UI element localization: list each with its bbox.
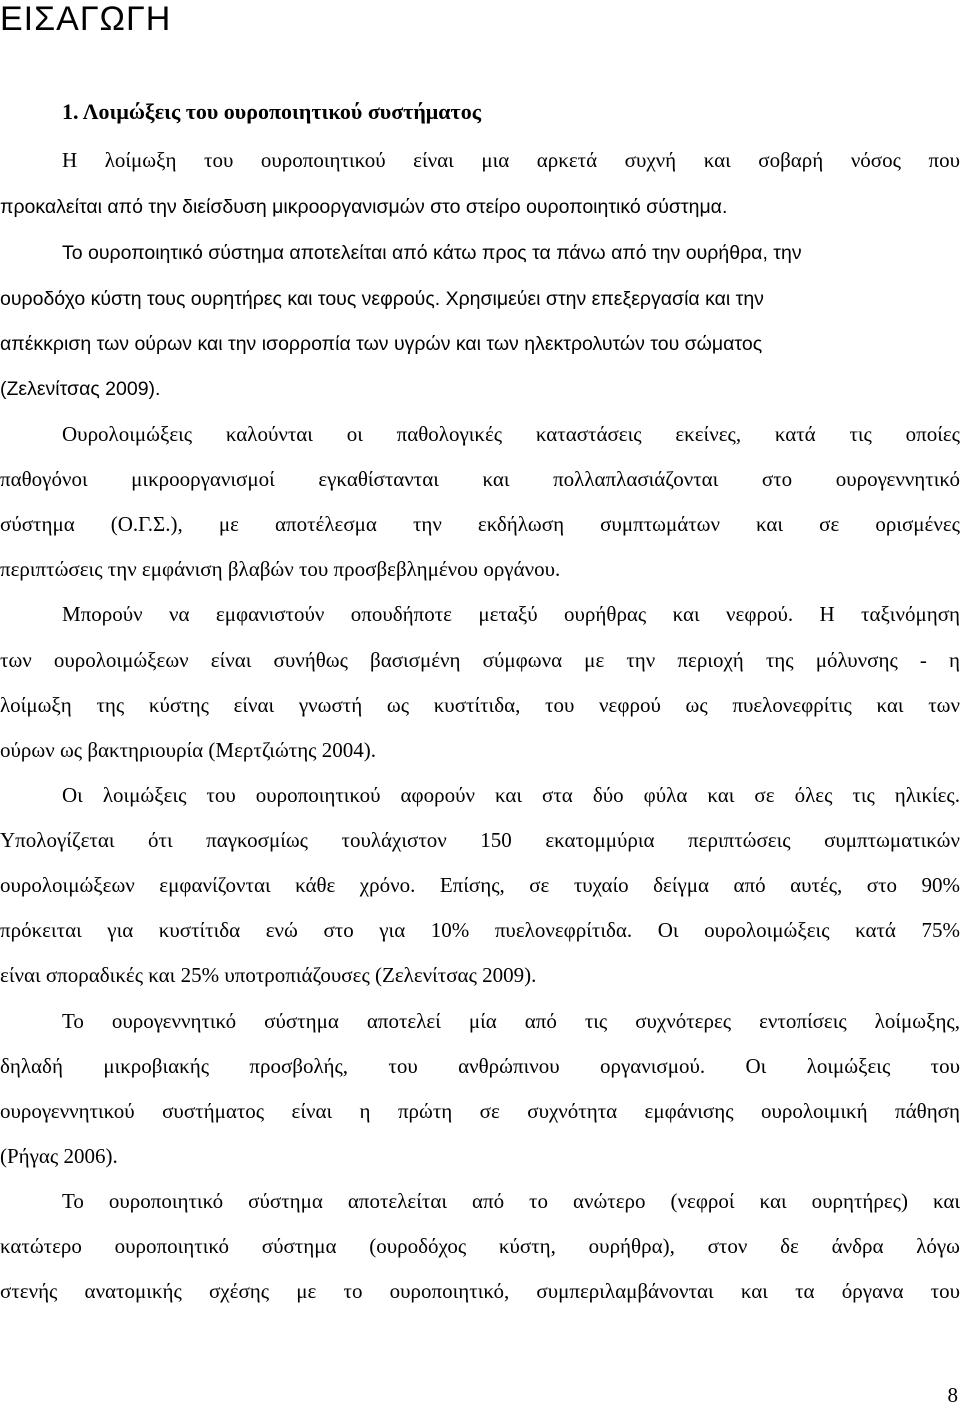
text-line: λοίμωξη της κύστης είναι γνωστή ως κυστίτιδα, του νεφρού ως πυελονεφρίτις και των [0,693,960,717]
text-line: παθογόνοι μικροοργανισμοί εγκαθίστανται και πολλαπλασιάζονται στο ουρογεννητικό [0,467,960,491]
text-line: των ουρολοιμώξεων είναι συνήθως βασισμένη σύμφωνα με την περιοχή της μόλυνσης - η [0,648,960,672]
text-line: Οι λοιμώξεις του ουροποιητικού αφορούν και στα δύο φύλα και σε όλες τις ηλικίες. [62,783,960,807]
text-line: στενής ανατομικής σχέσης με το ουροποιητικό, συμπεριλαμβάνονται και τα όργανα του [0,1279,960,1303]
text-line: (Ρήγας 2006). [0,1144,118,1168]
chapter-heading: ΕΙΣΑΓΩΓΗ [0,0,172,38]
text-line: ουροδόχο κύστη τους ουρητήρες και τους νεφρούς. Χρησιμεύει στην επεξεργασία και την [0,288,764,310]
text-line: περιπτώσεις την εμφάνιση βλαβών του προσβεβλημένου οργάνου. [0,557,561,581]
section-title: 1. Λοιμώξεις του ουροποιητικού συστήματος [62,99,481,124]
text-line: Το ουροποιητικό σύστημα αποτελείται από κάτω προς τα πάνω από την ουρήθρα, την [62,242,802,264]
text-line: σύστημα (Ο.Γ.Σ.), με αποτέλεσμα την εκδήλωση συμπτωμάτων και σε ορισμένες [0,512,960,536]
text-line: Το ουρογεννητικό σύστημα αποτελεί μία από τις συχνότερες εντοπίσεις λοίμωξης, [62,1009,960,1033]
text-line: δηλαδή μικροβιακής προσβολής, του ανθρώπινου οργανισμού. Οι λοιμώξεις του [0,1054,960,1078]
text-line: πρόκειται για κυστίτιδα ενώ στο για 10% πυελονεφρίτιδα. Οι ουρολοιμώξεις κατά 75% [0,918,960,942]
text-line: ούρων ως βακτηριουρία (Μερτζιώτης 2004). [0,738,376,762]
text-line: Ουρολοιμώξεις καλούνται οι παθολογικές καταστάσεις εκείνες, κατά τις οποίες [62,422,960,446]
text-line: ουρογεννητικού συστήματος είναι η πρώτη σε συχνότητα εμφάνισης ουρολοιμική πάθηση [0,1099,960,1123]
text-line: Μπορούν να εμφανιστούν οπουδήποτε μεταξύ ουρήθρας και νεφρού. Η ταξινόμηση [62,602,960,626]
text-line: κατώτερο ουροποιητικό σύστημα (ουροδόχος κύστη, ουρήθρα), στον δε άνδρα λόγω [0,1234,960,1258]
text-line: απέκκριση των ούρων και την ισορροπία των υγρών και των ηλεκτρολυτών του σώματος [0,333,763,355]
page-number: 8 [947,1383,958,1407]
text-line: προκαλείται από την διείσδυση μικροοργανισμών στο στείρο ουροποιητικό σύστημα. [0,196,728,218]
text-line: ουρολοιμώξεων εμφανίζονται κάθε χρόνο. Επίσης, σε τυχαίο δείγμα από αυτές, στο 90% [0,873,960,897]
text-line: Το ουροποιητικό σύστημα αποτελείται από το ανώτερο (νεφροί και ουρητήρες) και [62,1189,960,1213]
text-line: (Ζελενίτσας 2009). [0,378,161,400]
text-line: Η λοίμωξη του ουροποιητικού είναι μια αρκετά συχνή και σοβαρή νόσος που [62,148,960,172]
text-line: Υπολογίζεται ότι παγκοσμίως τουλάχιστον 150 εκατομμύρια περιπτώσεις συμπτωματικών [0,828,960,852]
text-line: είναι σποραδικές και 25% υποτροπιάζουσες (Ζελενίτσας 2009). [0,963,537,987]
